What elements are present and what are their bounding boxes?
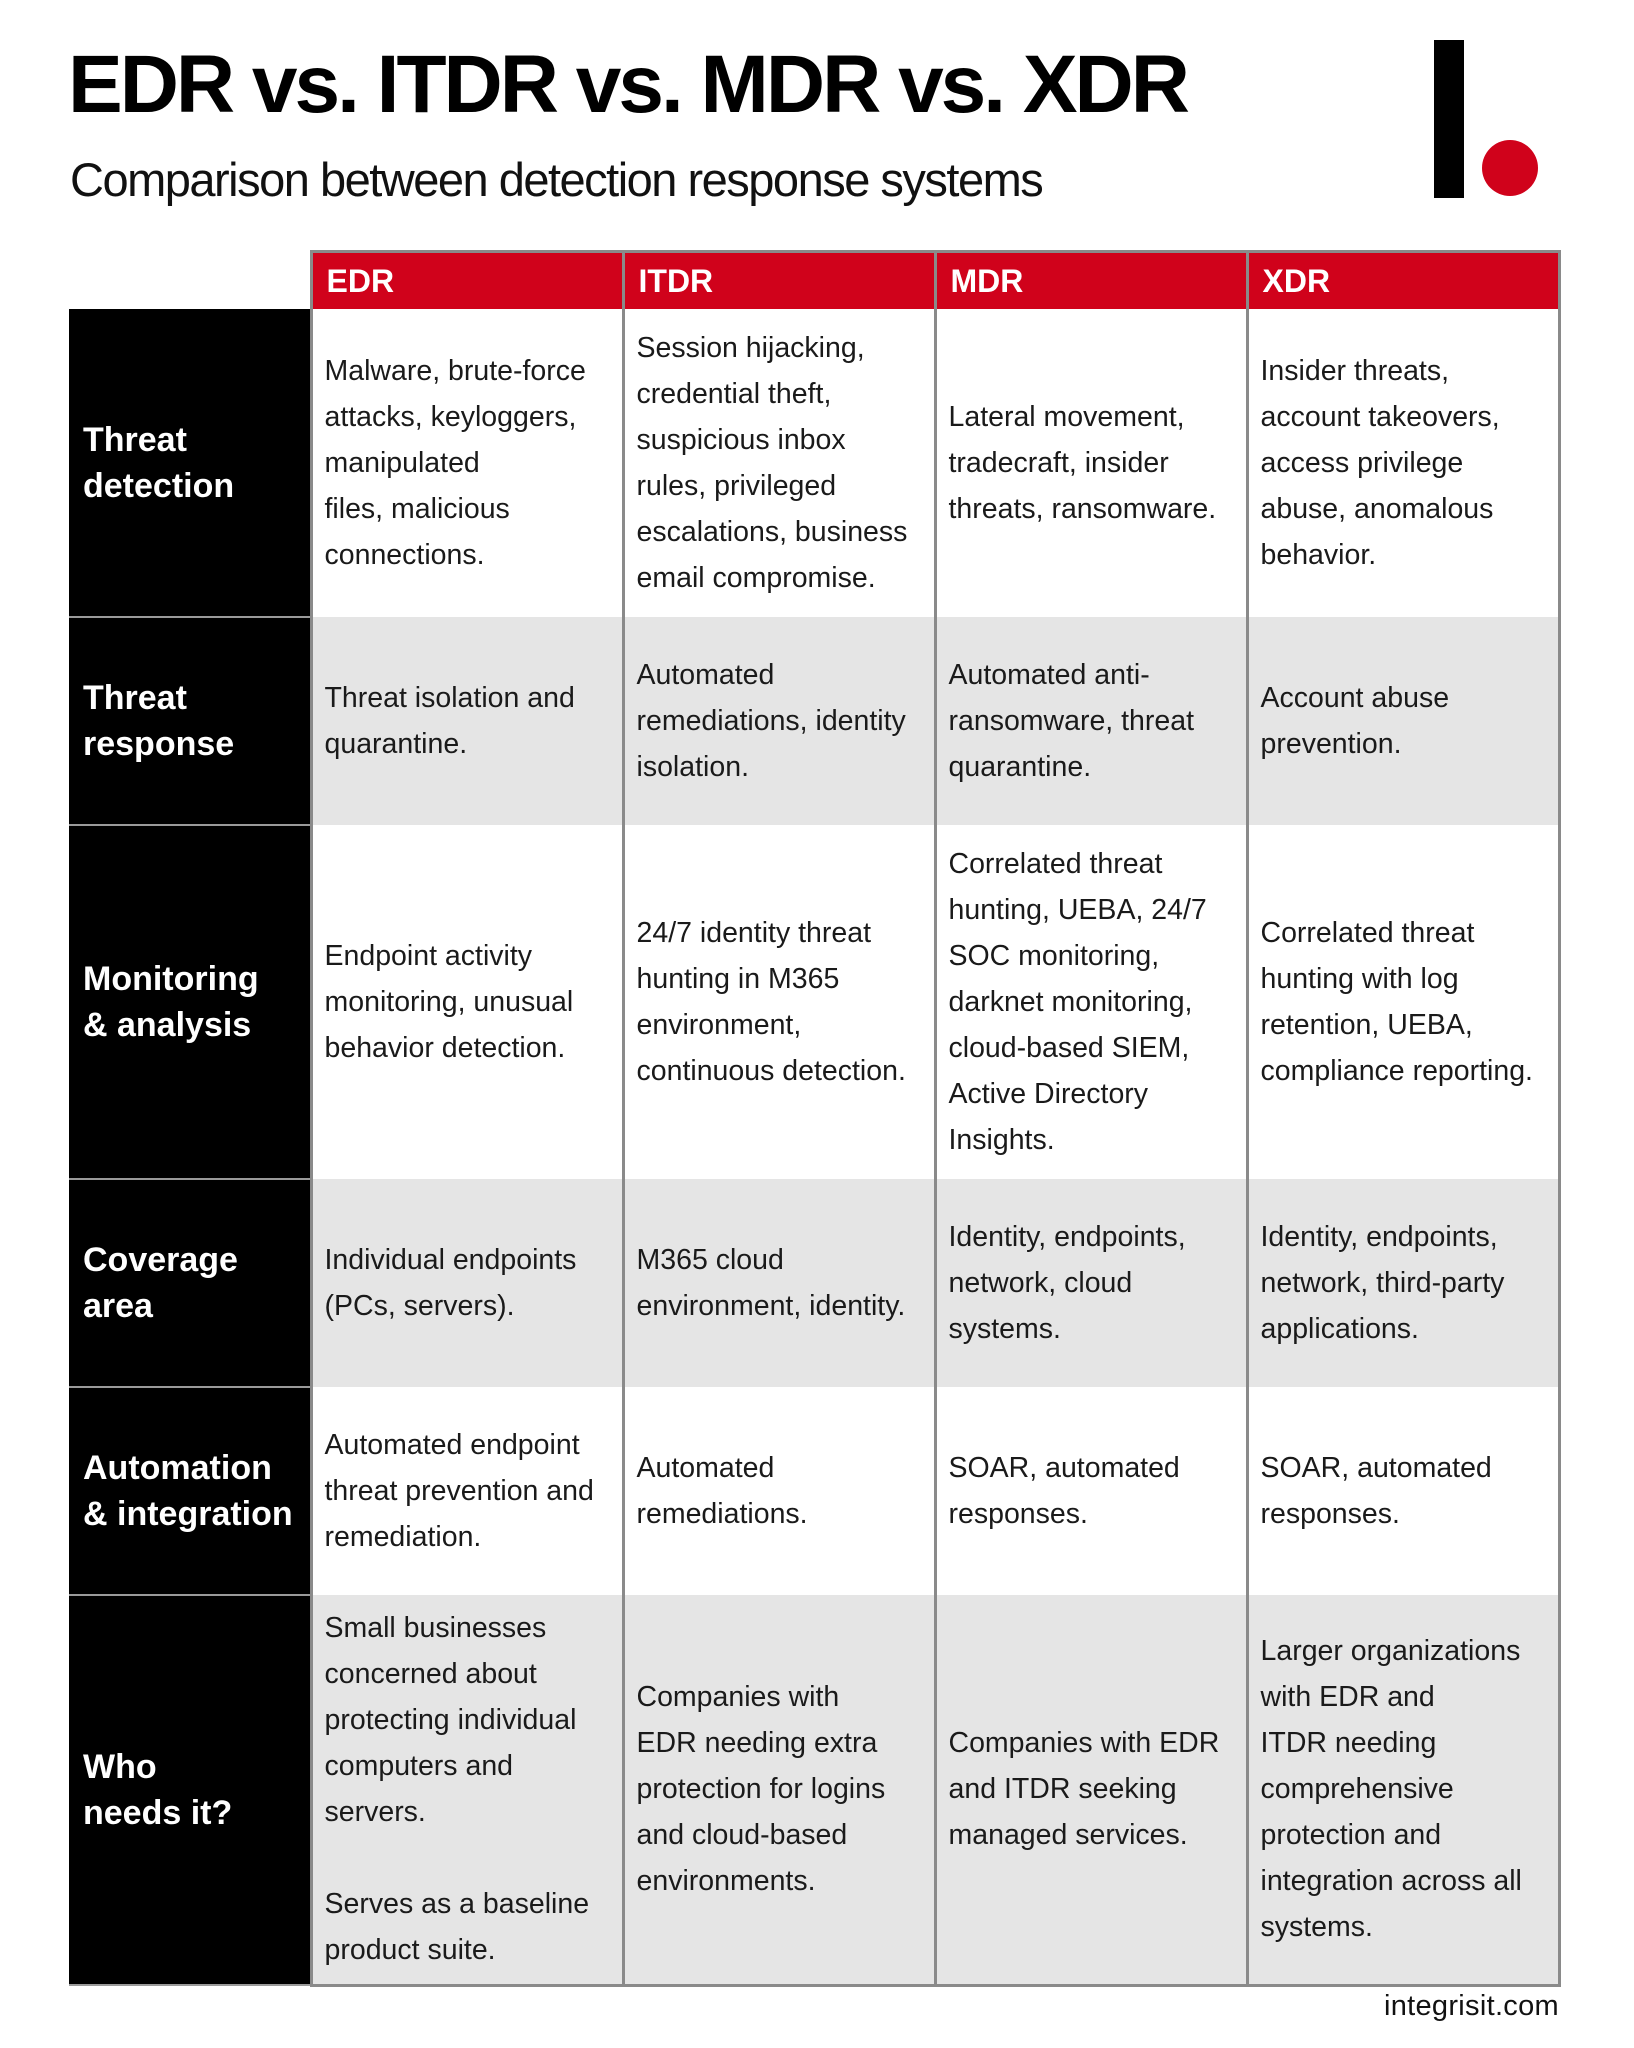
table-corner: [69, 252, 311, 310]
row-label-coverage-area: Coverage area: [69, 1179, 311, 1387]
row-label-threat-detection: Threat detection: [69, 309, 311, 617]
page-title: EDR vs. ITDR vs. MDR vs. XDR: [68, 39, 1187, 130]
column-header-mdr: MDR: [935, 252, 1247, 310]
cell-xdr-who-needs-it: Larger organizations with EDR and ITDR needing comprehensive protection and integration across all systems.: [1247, 1595, 1559, 1985]
table-row-coverage-area: [69, 1179, 1559, 1387]
row-label-automation-integration: Automation & integration: [69, 1387, 311, 1595]
comparison-table: [69, 250, 1561, 1987]
table-row-automation-integration: [69, 1387, 1559, 1595]
cell-itdr-monitoring-analysis: 24/7 identity threat hunting in M365 environment, continuous detection.: [623, 825, 935, 1179]
cell-edr-monitoring-analysis: Endpoint activity monitoring, unusual behavior detection.: [311, 825, 623, 1179]
row-label-monitoring-analysis: Monitoring & analysis: [69, 825, 311, 1179]
logo-dot-shape: [1482, 140, 1538, 196]
cell-edr-who-needs-it: Small businesses concerned about protecting individual computers and servers. Serves as a baseline product suite.: [311, 1595, 623, 1985]
column-header-edr: EDR: [311, 252, 623, 310]
column-header-itdr: ITDR: [623, 252, 935, 310]
cell-mdr-monitoring-analysis: Correlated threat hunting, UEBA, 24/7 SOC monitoring, darknet monitoring, cloud-based SIEM, Active Directory Insights.: [935, 825, 1247, 1179]
cell-itdr-coverage-area: M365 cloud environment, identity.: [623, 1179, 935, 1387]
cell-xdr-coverage-area: Identity, endpoints, network, third-party applications.: [1247, 1179, 1559, 1387]
cell-xdr-monitoring-analysis: Correlated threat hunting with log retention, UEBA, compliance reporting.: [1247, 825, 1559, 1179]
cell-mdr-threat-response: Automated anti- ransomware, threat quarantine.: [935, 617, 1247, 825]
table-row-threat-detection: [69, 309, 1559, 617]
cell-itdr-automation-integration: Automated remediations.: [623, 1387, 935, 1595]
row-label-threat-response: Threat response: [69, 617, 311, 825]
cell-itdr-threat-response: Automated remediations, identity isolation.: [623, 617, 935, 825]
cell-edr-threat-response: Threat isolation and quarantine.: [311, 617, 623, 825]
cell-mdr-who-needs-it: Companies with EDR and ITDR seeking managed services.: [935, 1595, 1247, 1985]
integrisit-logo-icon: [1434, 40, 1544, 200]
cell-xdr-threat-detection: Insider threats, account takeovers, access privilege abuse, anomalous behavior.: [1247, 309, 1559, 617]
table-row-monitoring-analysis: [69, 825, 1559, 1179]
cell-mdr-threat-detection: Lateral movement, tradecraft, insider threats, ransomware.: [935, 309, 1247, 617]
page-subtitle: Comparison between detection response systems: [70, 153, 1043, 206]
logo-bar-shape: [1434, 40, 1464, 198]
cell-mdr-coverage-area: Identity, endpoints, network, cloud systems.: [935, 1179, 1247, 1387]
table-header-row: [69, 252, 1559, 310]
cell-xdr-automation-integration: SOAR, automated responses.: [1247, 1387, 1559, 1595]
cell-mdr-automation-integration: SOAR, automated responses.: [935, 1387, 1247, 1595]
table-row-who-needs-it: [69, 1595, 1559, 1985]
cell-edr-coverage-area: Individual endpoints (PCs, servers).: [311, 1179, 623, 1387]
cell-edr-automation-integration: Automated endpoint threat prevention and remediation.: [311, 1387, 623, 1595]
cell-edr-threat-detection: Malware, brute-force attacks, keyloggers, manipulated files, malicious connections.: [311, 309, 623, 617]
column-header-xdr: XDR: [1247, 252, 1559, 310]
cell-itdr-who-needs-it: Companies with EDR needing extra protection for logins and cloud-based environments.: [623, 1595, 935, 1985]
cell-itdr-threat-detection: Session hijacking, credential theft, suspicious inbox rules, privileged escalations, business email compromise.: [623, 309, 935, 617]
table-row-threat-response: [69, 617, 1559, 825]
row-label-who-needs-it: Who needs it?: [69, 1595, 311, 1985]
footer-site-link[interactable]: integrisit.com: [1383, 1990, 1559, 2022]
cell-xdr-threat-response: Account abuse prevention.: [1247, 617, 1559, 825]
